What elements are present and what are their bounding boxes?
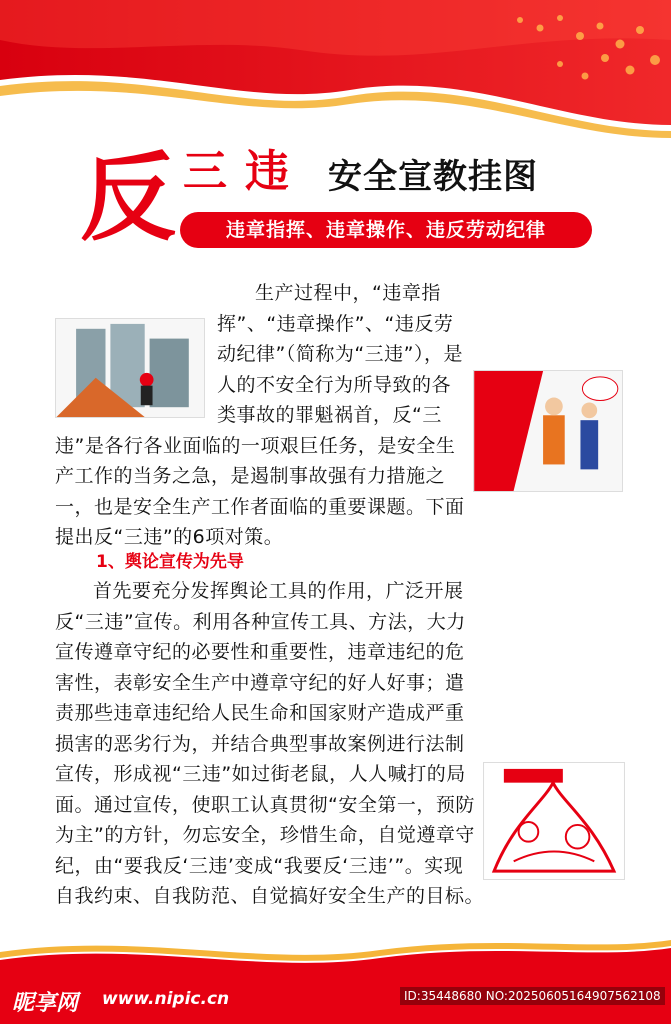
title-sanwei: 三违 bbox=[183, 146, 307, 197]
image-id-label: ID:35448680 NO:20250605164907562108 bbox=[400, 987, 665, 1005]
fire-accident-illustration bbox=[483, 762, 625, 880]
page-title: 安全宣教挂图 bbox=[328, 157, 538, 197]
intro-section bbox=[55, 278, 623, 553]
site-logo: 昵享网 bbox=[12, 991, 79, 1016]
top-decorative-band bbox=[0, 0, 671, 140]
section-1-heading: 1、舆论宣传为先导 bbox=[96, 552, 244, 572]
site-url[interactable]: www.nipic.cn bbox=[102, 989, 230, 1009]
construction-site-illustration bbox=[55, 318, 205, 418]
section-1 bbox=[55, 576, 625, 912]
title-big-character: 反 bbox=[80, 141, 176, 254]
section-1-paragraph: 首先要充分发挥舆论工具的作用，广泛开展反“三违”宣传。利用各种宣传工具、方法，大力宣传遵章守纪的必要性和重要性，违章违纪的危害性，表彰安全生产中遵章守纪的好人好事；遣责那些违章违纪给人民生命和国家财产造成严重损害的恶劣行为，并结合典型事故案例进行法制宣传，形成视“三违”如过街老鼠，人人喊打的局面。通过宣传，使职工认真贯彻“安全第一，预防为主”的方针，勿忘安全，珍惜生命，自觉遵章守纪，由“要我反‘三违’变成“我要反‘三违’”。实现自我约束、自我防范、自觉搞好安全生产的目标。 bbox=[55, 580, 485, 907]
subtitle-banner: 违章指挥、违章操作、违反劳动纪律 bbox=[180, 212, 592, 248]
bottom-decorative-band bbox=[0, 930, 671, 1024]
intro-paragraph: 生产过程中，“违章指挥”、“违章操作”、“违反劳动纪律”（简称为“三违”），是人的不安全行为所导致的各类事故的罪魁祸首，反“三违”是各行各业面临的一项艰巨任务，是安全生产工作的当务之急，是遏制事故强有力措施之一，也是安全生产工作者面临的重要课题。下面提出反“三违”的6项对策。 bbox=[55, 282, 465, 548]
police-officer-illustration bbox=[473, 370, 623, 492]
